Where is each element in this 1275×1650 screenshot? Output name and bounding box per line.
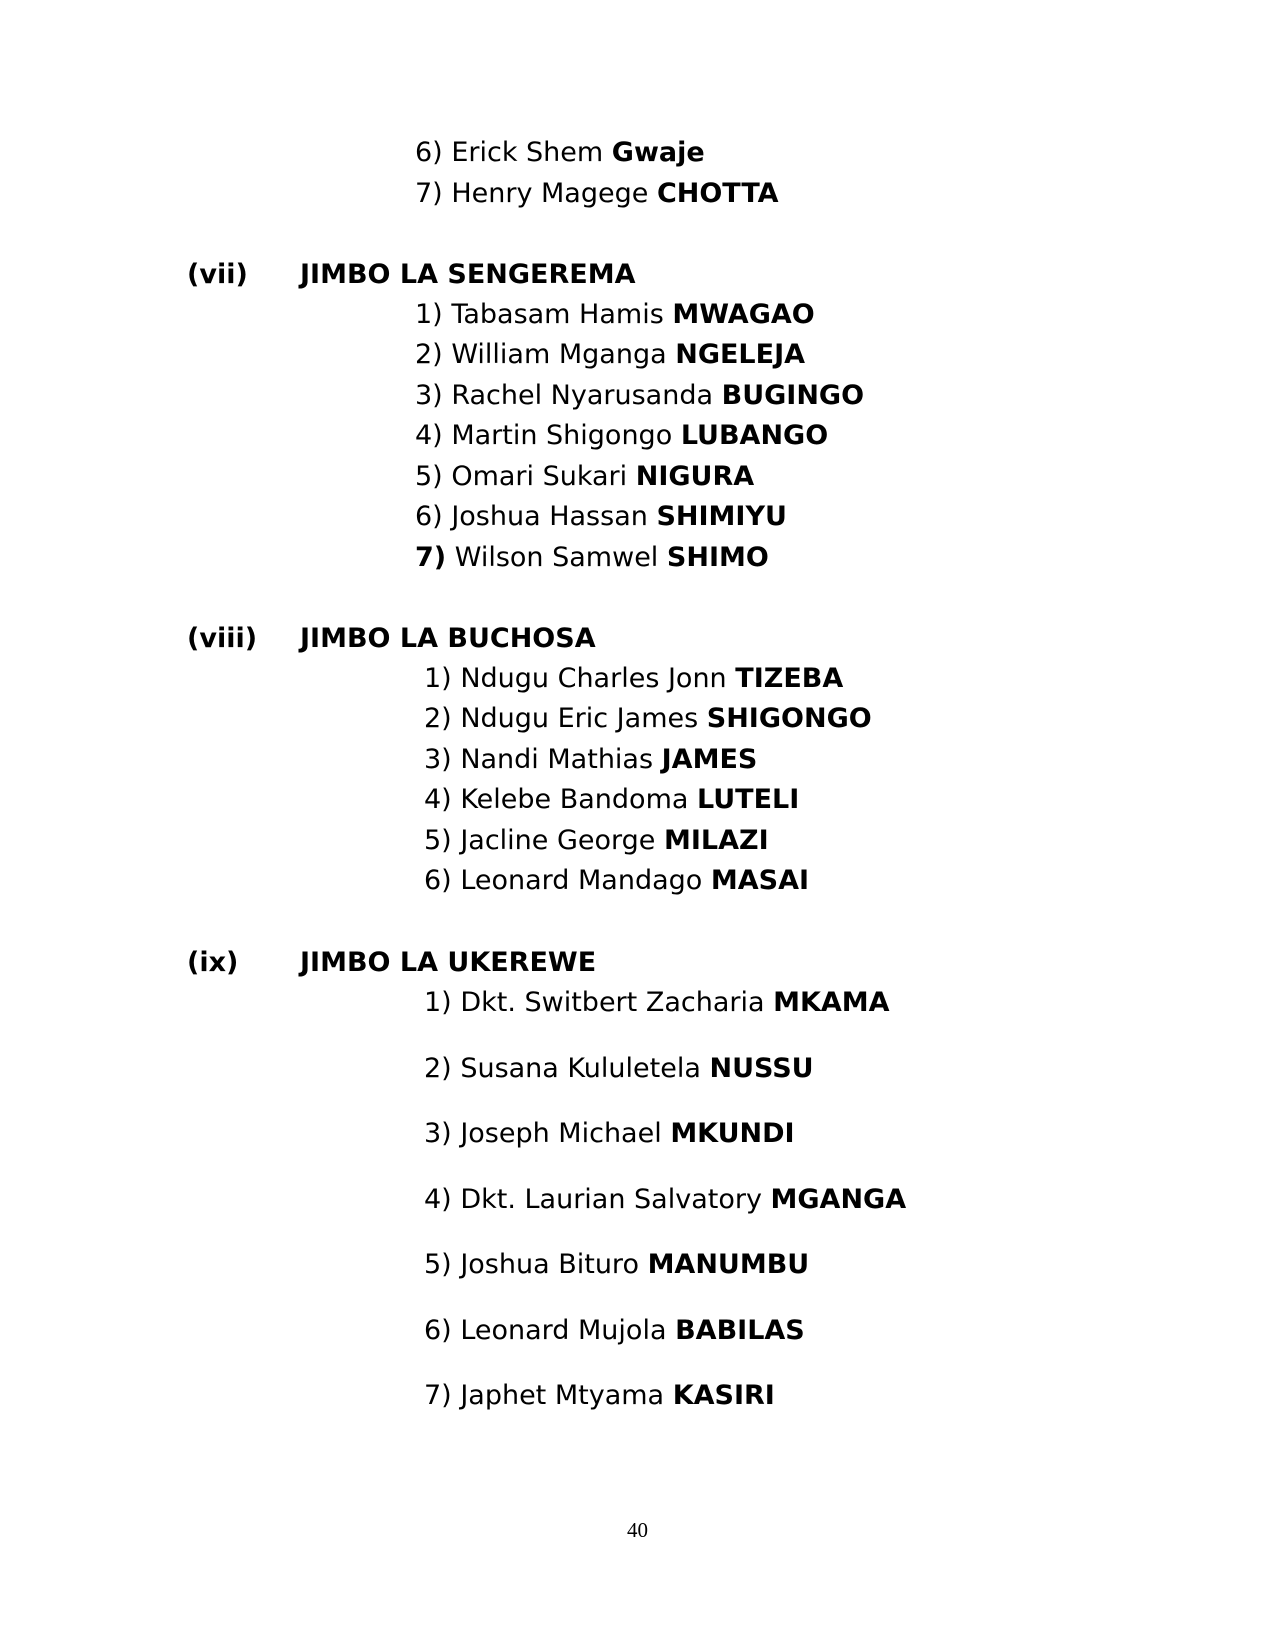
item-given-names: Ndugu Charles Jonn: [460, 663, 727, 694]
section-title: JIMBO LA BUCHOSA: [300, 623, 596, 654]
item-given-names: Kelebe Bandoma: [460, 784, 689, 815]
item-number: 7): [415, 542, 447, 573]
item-surname: TIZEBA: [735, 663, 844, 694]
item-number: 4): [424, 784, 452, 815]
item-surname: LUTELI: [697, 784, 800, 815]
item-number: 1): [424, 663, 452, 694]
item-given-names: Joshua Hassan: [451, 501, 648, 532]
item-surname: KASIRI: [672, 1380, 775, 1411]
item-number: 2): [424, 1053, 452, 1084]
item-number: 4): [424, 1184, 452, 1215]
item-number: 2): [424, 703, 452, 734]
item-surname: MKUNDI: [670, 1118, 795, 1149]
item-surname: MANUMBU: [647, 1249, 810, 1280]
item-given-names: Nandi Mathias: [460, 744, 654, 775]
item-surname: MASAI: [710, 865, 810, 896]
item-given-names: Erick Shem: [451, 137, 604, 168]
list-item: [415, 177, 779, 211]
list-item: [424, 864, 809, 898]
item-surname: MILAZI: [664, 825, 769, 856]
item-given-names: Rachel Nyarusanda: [451, 380, 714, 411]
item-given-names: Leonard Mandago: [460, 865, 703, 896]
list-item: [424, 1379, 775, 1413]
list-item: [424, 662, 843, 696]
list-item: [424, 1183, 906, 1217]
item-number: 3): [424, 1118, 452, 1149]
item-surname: BABILAS: [675, 1315, 805, 1346]
item-given-names: Ndugu Eric James: [460, 703, 699, 734]
item-given-names: Joshua Bituro: [460, 1249, 639, 1280]
section-number: (ix): [187, 947, 239, 978]
list-item: [424, 824, 769, 858]
item-number: 3): [415, 380, 443, 411]
list-item: [424, 1117, 795, 1151]
item-surname: LUBANGO: [680, 420, 829, 451]
item-number: 1): [415, 299, 443, 330]
list-item: [424, 702, 872, 736]
item-given-names: Leonard Mujola: [460, 1315, 667, 1346]
section-title: JIMBO LA UKEREWE: [300, 947, 597, 978]
item-given-names: Susana Kululetela: [460, 1053, 701, 1084]
item-number: 5): [415, 461, 443, 492]
item-number: 6): [415, 501, 443, 532]
list-item: [424, 1248, 809, 1282]
page-number: 40: [627, 1518, 648, 1542]
list-item: [424, 1052, 814, 1086]
item-surname: SHIGONGO: [706, 703, 872, 734]
item-surname: SHIMO: [666, 542, 769, 573]
item-surname: JAMES: [661, 744, 758, 775]
item-surname: MGANGA: [770, 1184, 907, 1215]
item-number: 6): [424, 865, 452, 896]
list-item: [424, 743, 757, 777]
item-number: 3): [424, 744, 452, 775]
item-given-names: Joseph Michael: [460, 1118, 662, 1149]
item-surname: BUGINGO: [721, 380, 865, 411]
list-item: [415, 500, 787, 534]
list-item: [415, 460, 754, 494]
item-given-names: Henry Magege: [451, 178, 649, 209]
item-number: 7): [415, 178, 443, 209]
list-item: [415, 298, 815, 332]
item-given-names: Dkt. Switbert Zacharia: [460, 987, 765, 1018]
item-given-names: Tabasam Hamis: [451, 299, 664, 330]
item-number: 4): [415, 420, 443, 451]
item-given-names: Dkt. Laurian Salvatory: [460, 1184, 762, 1215]
item-number: 6): [424, 1315, 452, 1346]
list-item: [424, 1314, 805, 1348]
item-number: 5): [424, 825, 452, 856]
item-given-names: Jacline George: [460, 825, 656, 856]
list-item: [415, 541, 769, 575]
list-item: [415, 136, 705, 170]
list-item: [415, 419, 828, 453]
item-surname: CHOTTA: [656, 178, 779, 209]
item-given-names: William Mganga: [451, 339, 667, 370]
item-given-names: Wilson Samwel: [454, 542, 659, 573]
list-item: [415, 379, 864, 413]
item-surname: NIGURA: [635, 461, 755, 492]
item-surname: SHIMIYU: [656, 501, 787, 532]
item-number: 6): [415, 137, 443, 168]
item-given-names: Omari Sukari: [451, 461, 628, 492]
item-surname: MKAMA: [773, 987, 890, 1018]
item-given-names: Japhet Mtyama: [460, 1380, 665, 1411]
item-number: 2): [415, 339, 443, 370]
section-title: JIMBO LA SENGEREMA: [300, 259, 636, 290]
item-number: 5): [424, 1249, 452, 1280]
section-number: (viii): [187, 623, 258, 654]
list-item: [424, 986, 890, 1020]
item-surname: NUSSU: [709, 1053, 814, 1084]
list-item: [415, 338, 805, 372]
list-item: [424, 783, 799, 817]
item-surname: MWAGAO: [672, 299, 815, 330]
item-given-names: Martin Shigongo: [451, 420, 673, 451]
item-surname: NGELEJA: [675, 339, 806, 370]
item-surname: Gwaje: [611, 137, 705, 168]
section-number: (vii): [187, 259, 248, 290]
item-number: 7): [424, 1380, 452, 1411]
item-number: 1): [424, 987, 452, 1018]
